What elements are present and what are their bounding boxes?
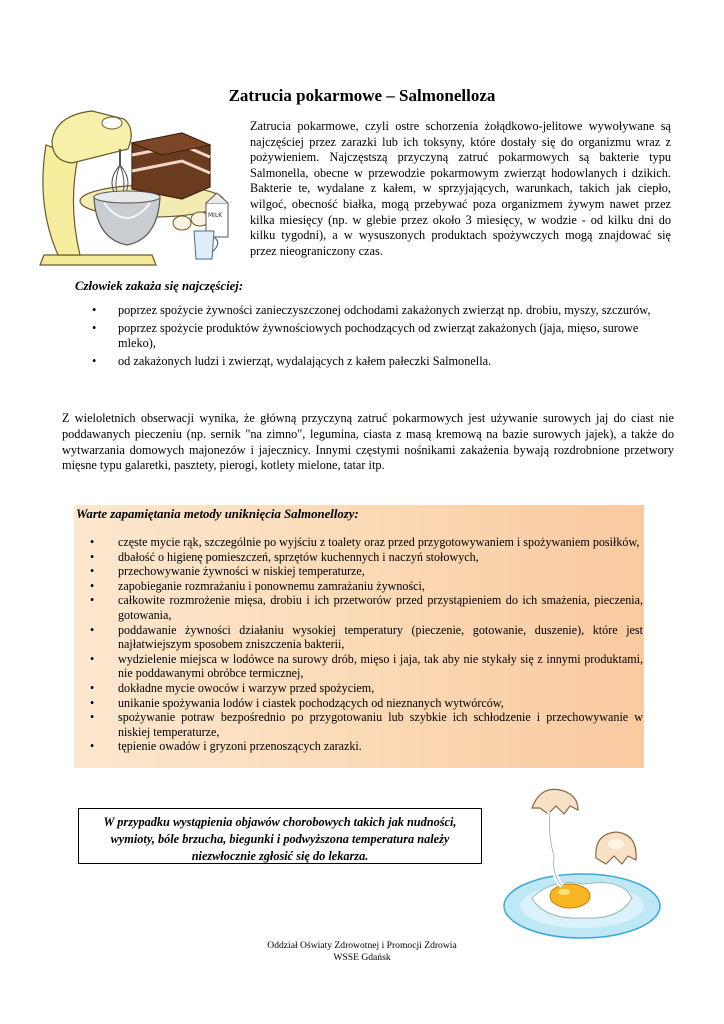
list-item: • przechowywanie żywności w niskiej temperaturze, [90,564,643,579]
stand-mixer-cake-milk-illustration [32,105,250,270]
list-item: • spożywanie potraw bezpośrednio po przygotowaniu lub szybkie ich schłodzenie i przechowywanie w niskiej temperaturze, [90,710,643,739]
cracked-egg-illustration [492,786,672,946]
infection-sources-heading: Człowiek zakaża się najczęściej: [75,279,244,293]
footer-location: WSSE Gdańsk [333,952,391,963]
milk-carton-label: MILK [208,212,223,219]
list-item: • dokładne mycie owoców i warzyw przed spożyciem, [90,681,643,696]
footer [0,940,724,964]
prevention-list [90,535,643,754]
list-item: • unikanie spożywania lodów i ciastek pochodzących od nieznanych wytwórców, [90,696,643,711]
list-item: • częste mycie rąk, szczególnie po wyjściu z toalety oraz przed przygotowywaniem i spożywaniem posiłków, [90,535,643,550]
prevention-heading: Warte zapamiętania metody uniknięcia Salmonellozy: [76,507,359,521]
warning-box: W przypadku wystąpienia objawów chorobowych takich jak nudności, wymioty, bóle brzucha, biegunki i podwyższona temperatura należy niezwłocznie zgłosić się do lekarza. [78,808,482,864]
list-item: • poddawanie żywności działaniu wysokiej temperatury (pieczenie, gotowanie, duszenie), które jest najłatwiejszym sposobem zniszczenia bakterii, [90,623,643,652]
list-item: • dbałość o higienę pomieszczeń, sprzętów kuchennych i naczyń stołowych, [90,550,643,565]
list-item: • wydzielenie miejsca w lodówce na surowy drób, mięso i jaja, tak aby nie stykały się z innymi produktami, nie poddawanymi obróbce termicznej, [90,652,643,681]
list-item: • poprzez spożycie żywności zanieczyszczonej odchodami zakażonych zwierząt np. drobiu, myszy, szczurów, [92,303,652,319]
list-item: • zapobieganie rozmrażaniu i ponownemu zamrażaniu żywności, [90,579,643,594]
list-item: • tępienie owadów i gryzoni przenoszących zarazki. [90,739,643,754]
intro-paragraph: Zatrucia pokarmowe, czyli ostre schorzenia żołądkowo-jelitowe wywoływane są najczęściej przez zarazki lub ich toksyny, które dostały się do organizmu wraz z pożywieniem. Najczęstszą przyczyną zatruć pokarmowych są bakterie typu Salmonella, obecne w przewodzie pokarmowym zwierząt hodowlanych i dzikich. Bakterie te, wydalane z kałem, w sprzyjających, warunkach, takich jak ciepło, wilgoć, obecność białka, mogą przebywać poza organizmem żywym nawet przez kilka miesięcy (np. w glebie przez około 3 miesięcy, w wodzie - od kilku dni do kilku tygodni), a w wysuszonych produktach spożywczych mogą znajdować się przez nieograniczony czas. [250,119,671,258]
page-title: Zatrucia pokarmowe – Salmonelloza [228,86,496,105]
footer-organization: Oddział Oświaty Zdrowotnej i Promocji Zdrowia [267,940,457,951]
list-item: • poprzez spożycie produktów żywnościowych pochodzących od zwierząt zakażonych (jaja, mięso, surowe mleko), [92,321,652,352]
observations-paragraph: Z wieloletnich obserwacji wynika, że główną przyczyną zatruć pokarmowych jest używanie surowych jaj do ciast nie poddawanych pieczeniu (np. sernik "na zimno", legumina, ciasta z masą kremową na bazie surowych jajek), a także do wytwarzania domowych majonezów i jajecznicy. Innymi częstymi nośnikami zakażenia bywają rozdrobnione przetwory mięsne typu galaretki, pasztety, pierogi, kotlety mielone, tatar itp. [62,411,674,473]
list-item: • od zakażonych ludzi i zwierząt, wydalających z kałem pałeczki Salmonella. [92,354,652,370]
list-item: • całkowite rozmrożenie mięsa, drobiu i ich przetworów przed przystąpieniem do ich smażenia, pieczenia, gotowania, [90,593,643,622]
infection-sources-list [92,303,652,371]
